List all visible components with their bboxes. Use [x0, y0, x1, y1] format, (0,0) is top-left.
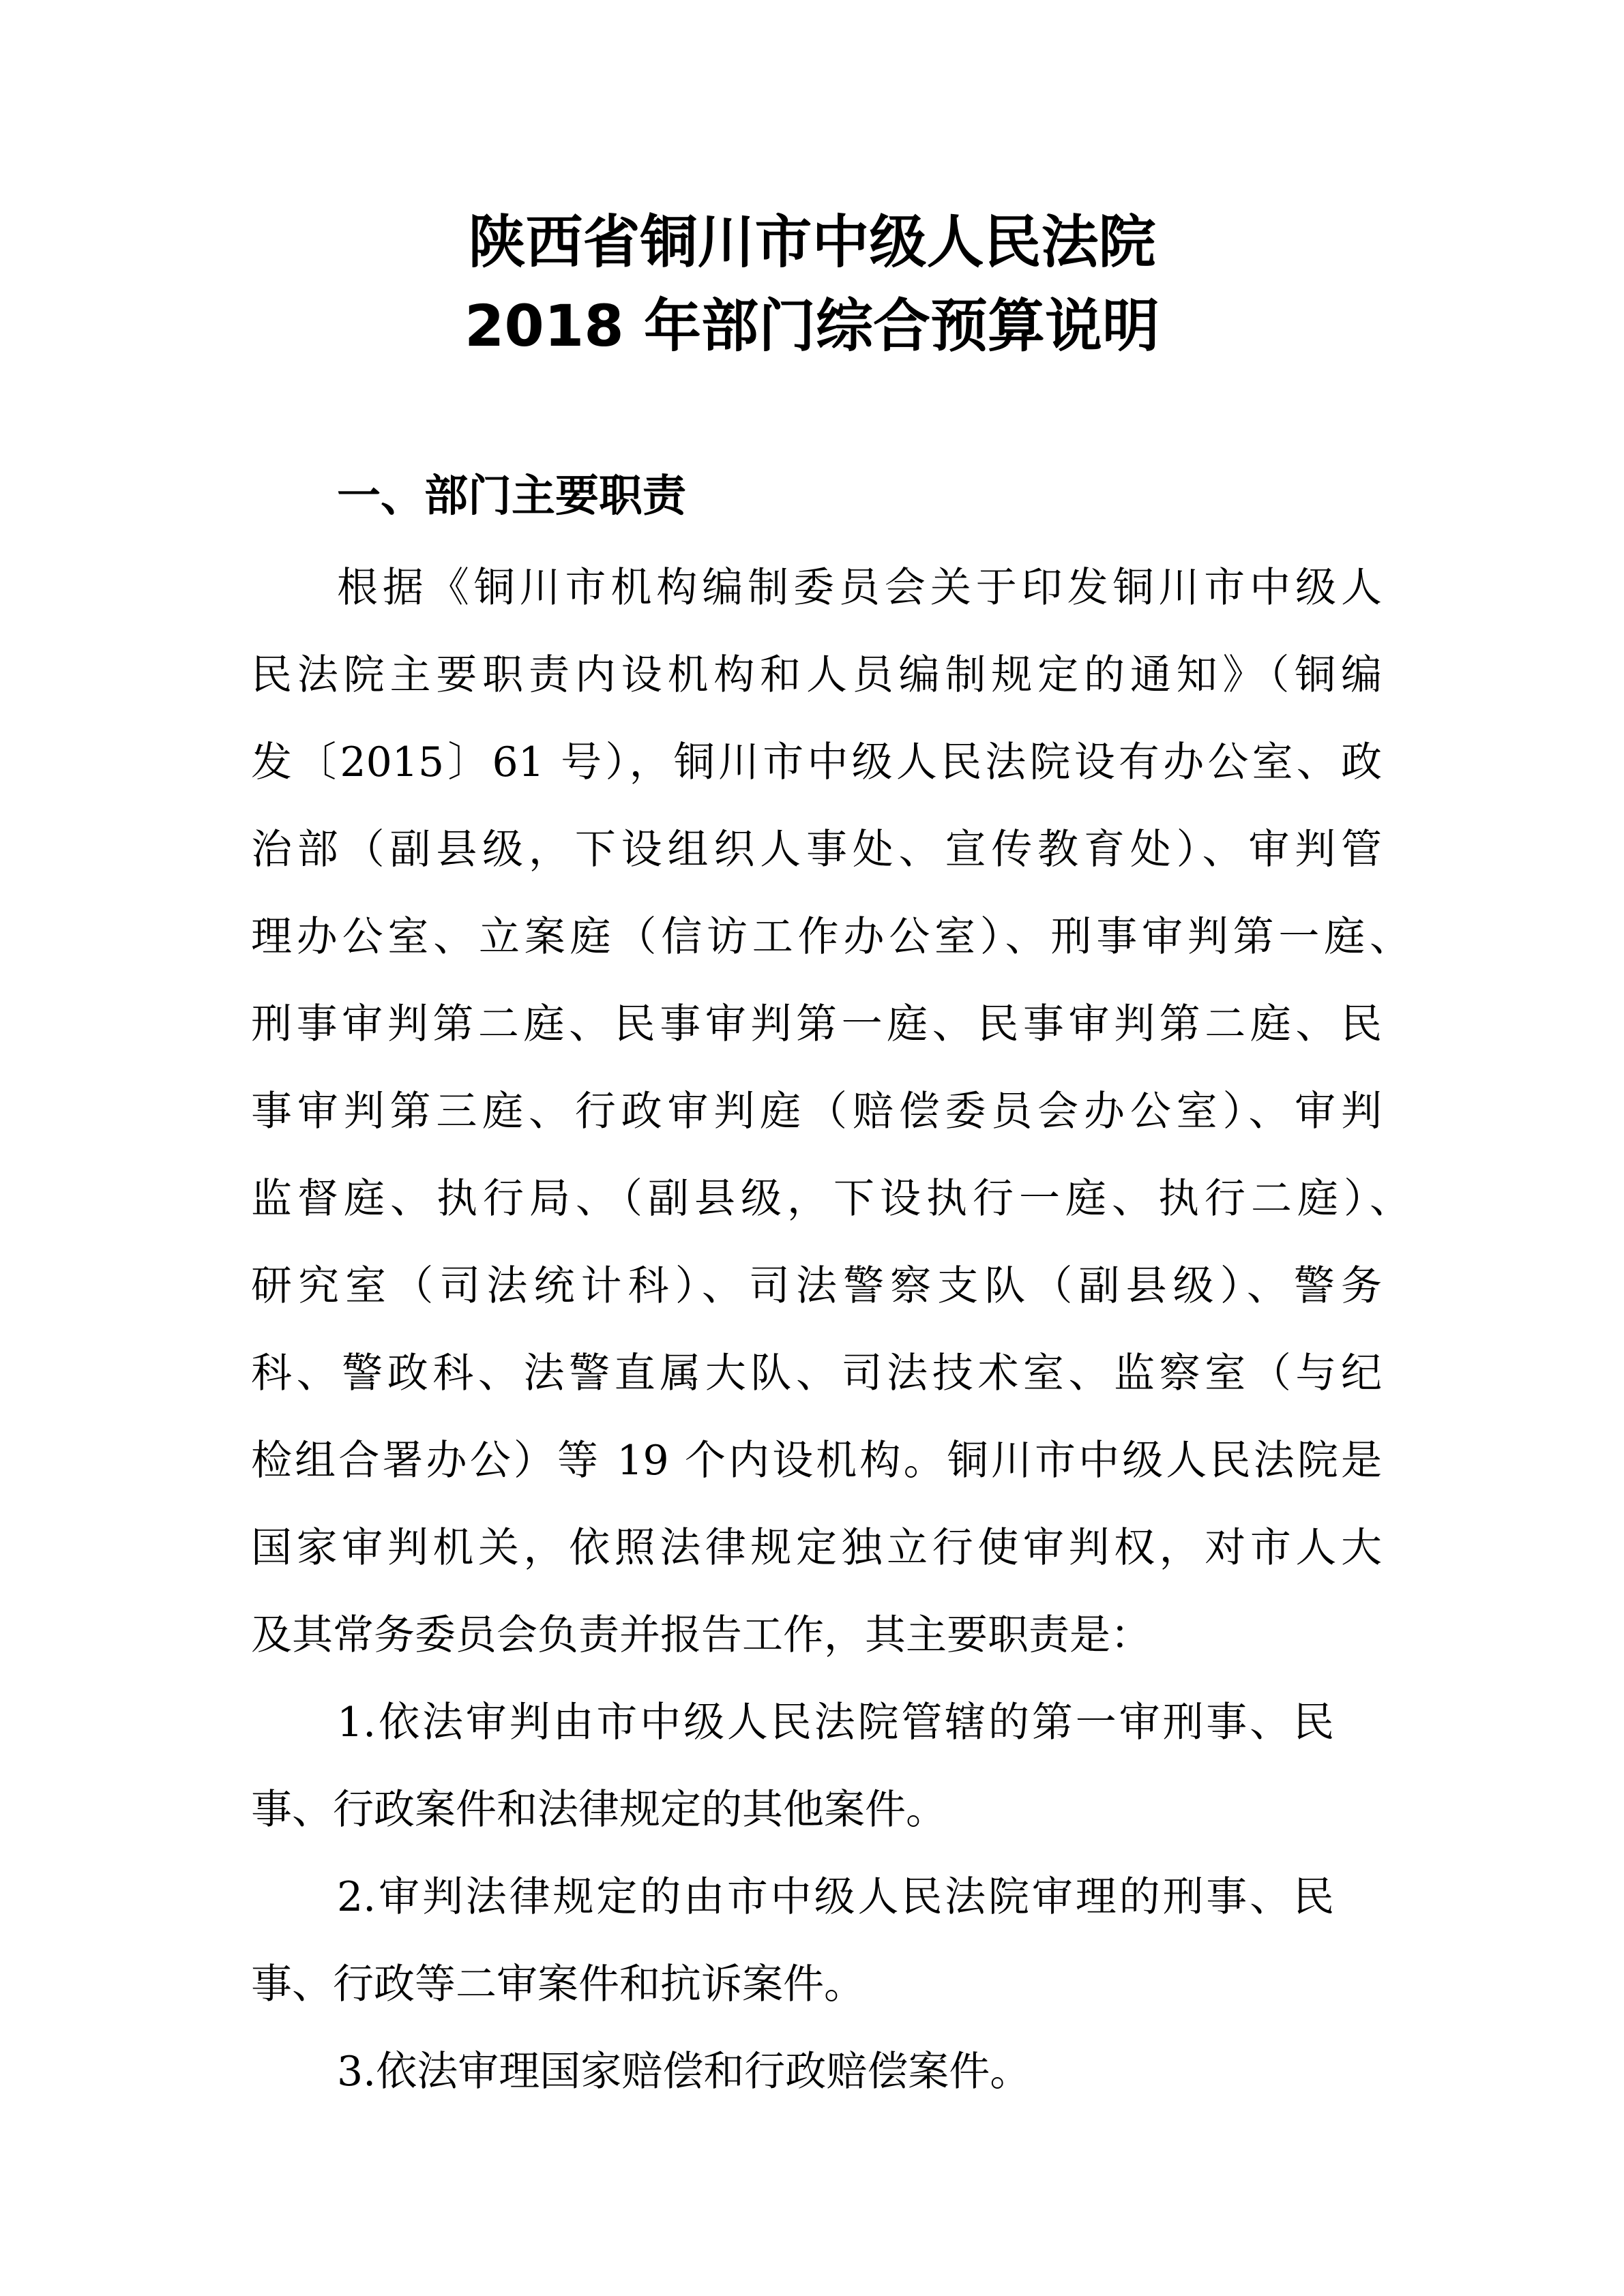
paragraph-line: 监督庭、执行局、（副县级，下设执行一庭、执行二庭）、 [251, 1175, 1411, 1223]
duty-item-line: 1.依法审判由市中级人民法院管辖的第一审刑事、民 [337, 1699, 1334, 1746]
duty-item-line: 3.依法审理国家赔偿和行政赔偿案件。 [337, 2048, 1031, 2096]
document-title-line-2: 2018 年部门综合预算说明 [464, 293, 1160, 359]
section-heading: 一、部门主要职责 [337, 471, 686, 522]
paragraph-line: 科、警政科、法警直属大队、司法技术室、监察室（与纪 [251, 1350, 1382, 1397]
document-title-line-1: 陕西省铜川市中级人民法院 [468, 209, 1156, 275]
duty-item-line: 事、行政等二审案件和抗诉案件。 [251, 1960, 865, 2008]
paragraph-line: 发〔2015〕61 号），铜川市中级人民法院设有办公室、政 [251, 739, 1382, 786]
paragraph-line: 根据《铜川市机构编制委员会关于印发铜川市中级人 [337, 564, 1382, 612]
paragraph-line: 治部（副县级，下设组织人事处、宣传教育处）、审判管 [251, 826, 1382, 874]
paragraph-line: 理办公室、立案庭（信访工作办公室）、刑事审判第一庭、 [251, 913, 1411, 961]
paragraph-line: 事审判第三庭、行政审判庭（赔偿委员会办公室）、审判 [251, 1088, 1382, 1135]
paragraph-line: 刑事审判第二庭、民事审判第一庭、民事审判第二庭、民 [251, 1000, 1382, 1048]
duty-item-line: 事、行政案件和法律规定的其他案件。 [251, 1786, 947, 1834]
paragraph-line: 民法院主要职责内设机构和人员编制规定的通知》（铜编 [251, 651, 1382, 699]
paragraph-line: 国家审判机关，依照法律规定独立行使审判权，对市人大 [251, 1524, 1382, 1572]
paragraph-line: 研究室（司法统计科）、司法警察支队（副县级）、警务 [251, 1262, 1382, 1310]
paragraph-line: 检组合署办公）等 19 个内设机构。铜川市中级人民法院是 [251, 1437, 1382, 1485]
duty-item-line: 2.审判法律规定的由市中级人民法院审理的刑事、民 [337, 1873, 1334, 1921]
paragraph-line: 及其常务委员会负责并报告工作，其主要职责是： [251, 1611, 1151, 1659]
